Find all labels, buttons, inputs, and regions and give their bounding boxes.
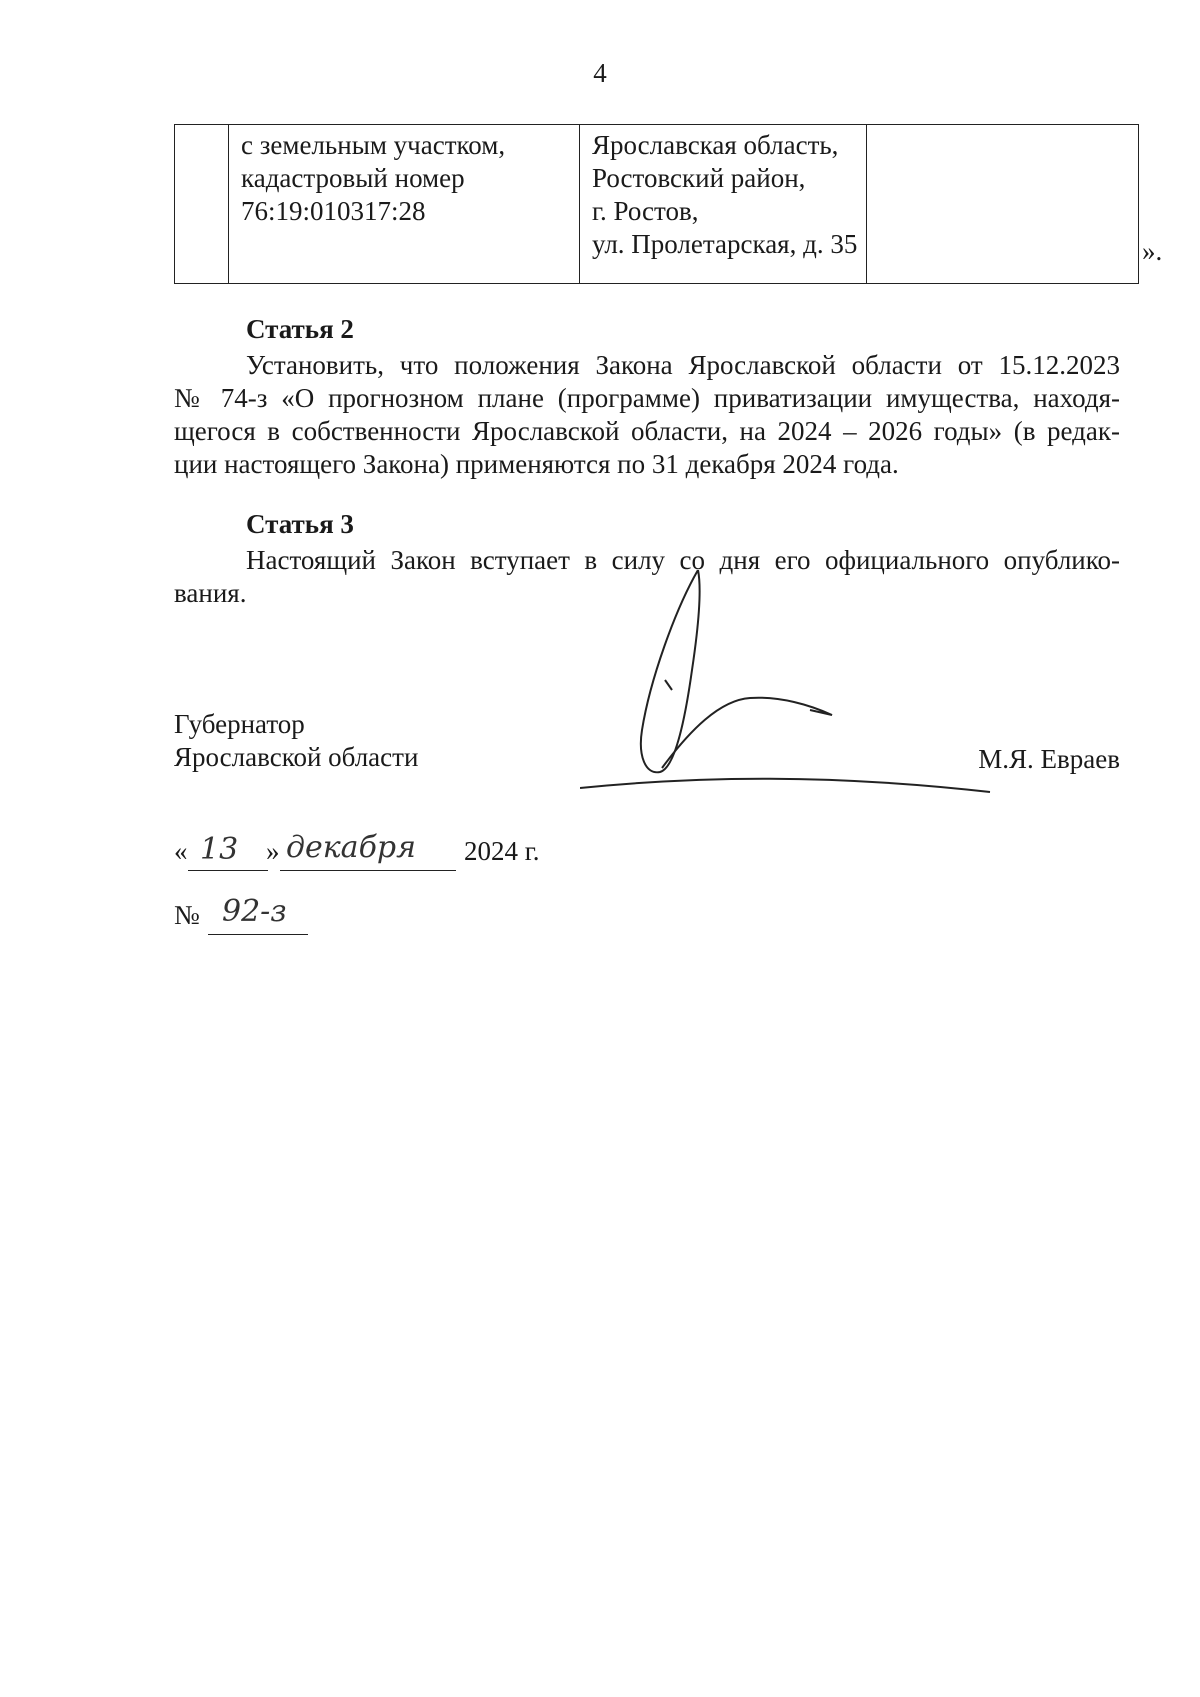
article-2-heading: Статья 2 bbox=[246, 314, 354, 344]
page-number: 4 bbox=[593, 58, 607, 88]
object-description-cell bbox=[229, 125, 580, 284]
date-open-quote: « bbox=[174, 836, 188, 866]
law-number-prefix: № bbox=[174, 900, 200, 930]
date-row bbox=[174, 830, 594, 876]
article-2-line: № 74-з «О прогнозном плане (программе) приватизации имущества, находя- bbox=[174, 383, 1120, 413]
law-number-row bbox=[174, 894, 374, 960]
object-address-line: г. Ростов, bbox=[592, 196, 699, 226]
article-3-heading: Статья 3 bbox=[246, 509, 354, 539]
object-address-line: ул. Пролетарская, д. 35 bbox=[592, 229, 858, 259]
governor-title bbox=[174, 708, 418, 774]
date-month-underline bbox=[280, 870, 456, 871]
table-row bbox=[175, 125, 1139, 284]
article-2-line: ции настоящего Закона) применяются по 31 декабря 2024 года. bbox=[174, 449, 899, 479]
row-index-cell bbox=[175, 125, 229, 284]
object-address-cell bbox=[580, 125, 867, 284]
object-description-line: с земельным участком, bbox=[241, 130, 506, 160]
governor-title-line: Ярославской области bbox=[174, 742, 419, 772]
handwritten-signature bbox=[580, 570, 1020, 810]
object-description-line: 76:19:010317:28 bbox=[241, 196, 426, 226]
law-number-underline bbox=[208, 934, 308, 935]
governor-name: М.Я. Евраев bbox=[978, 744, 1120, 774]
governor-title-line: Губернатор bbox=[174, 709, 305, 739]
date-month: декабря bbox=[286, 830, 416, 865]
article-2-line: щегося в собственности Ярославской области, на 2024 – 2026 годы» (в редак- bbox=[174, 416, 1120, 446]
article-2-body bbox=[174, 349, 1120, 481]
law-number-value: 92-з bbox=[222, 894, 287, 929]
object-description-line: кадастровый номер bbox=[241, 163, 465, 193]
date-day-underline bbox=[188, 870, 268, 871]
object-address-line: Ростовский район, bbox=[592, 163, 806, 193]
property-table bbox=[174, 124, 1139, 284]
date-close-quote: » bbox=[266, 836, 280, 866]
object-address-line: Ярославская область, bbox=[592, 130, 839, 160]
article-2-line: Установить, что положения Закона Ярославской области от 15.12.2023 bbox=[246, 350, 1120, 380]
closing-quote: ». bbox=[1142, 236, 1163, 266]
date-year: 2024 г. bbox=[464, 836, 540, 866]
article-3-line: вания. bbox=[174, 578, 247, 608]
date-day: 13 bbox=[200, 832, 239, 867]
object-note-cell bbox=[867, 125, 1139, 284]
article-3-line: Настоящий Закон вступает в силу со дня его официального опублико- bbox=[246, 545, 1120, 575]
